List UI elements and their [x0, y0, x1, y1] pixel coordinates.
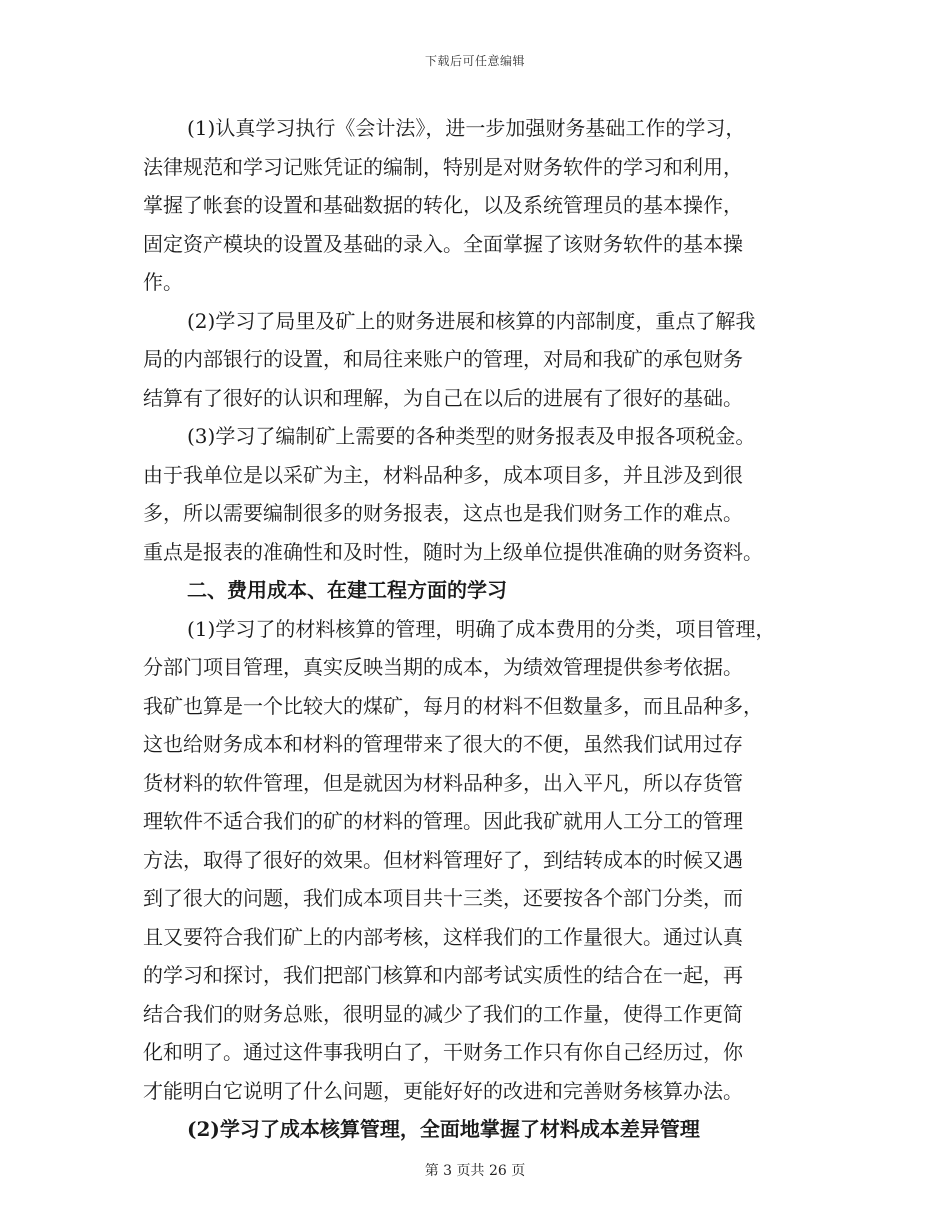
text-line: 这也给财务成本和材料的管理带来了很大的不便，虽然我们试用过存 [143, 732, 743, 756]
document-body [143, 109, 813, 1149]
text-line: 结合我们的财务总账，很明显的减少了我们的工作量，使得工作更简 [143, 1001, 743, 1026]
text-line: 且又要符合我们矿上的内部考核，这样我们的工作量很大。通过认真 [143, 924, 743, 949]
paragraph-3 [143, 417, 813, 571]
text-line: 掌握了帐套的设置和基础数据的转化，以及系统管理员的基本操作， [143, 193, 743, 217]
subsection-heading: (2)学习了成本核算管理，全面地掌握了材料成本差异管理 [187, 1117, 700, 1141]
text-line: 结算有了很好的认识和理解，为自己在以后的进展有了很好的基础。 [143, 385, 743, 410]
text-line: 重点是报表的准确性和及时性，随时为上级单位提供准确的财务资料。 [143, 539, 763, 564]
text-line: 法律规范和学习记账凭证的编制，特别是对财务软件的学习和利用， [143, 154, 743, 179]
text-line: 我矿也算是一个比较大的煤矿，每月的材料不但数量多，而且品种多， [143, 693, 763, 718]
paragraph-2 [143, 302, 813, 418]
text-line: 由于我单位是以采矿为主，材料品种多，成本项目多，并且涉及到很 [143, 462, 743, 487]
text-line: 多，所以需要编制很多的财务报表，这点也是我们财务工作的难点。 [143, 501, 743, 525]
text-line: 作。 [143, 270, 183, 294]
text-line: (2)学习了局里及矿上的财务进展和核算的内部制度，重点了解我 [187, 308, 756, 333]
text-line: (1)认真学习执行《会计法》，进一步加强财务基础工作的学习， [187, 116, 746, 140]
text-line: 分部门项目管理，真实反映当期的成本，为绩效管理提供参考依据。 [143, 655, 743, 679]
text-line: (3)学习了编制矿上需要的各种类型的财务报表及申报各项税金。 [187, 424, 756, 448]
page-footer: 第 3 页共 26 页 [424, 1163, 526, 1179]
text-line: (1)学习了的材料核算的管理，明确了成本费用的分类，项目管理， [187, 616, 776, 641]
text-line: 理软件不适合我们的矿的材料的管理。因此我矿就用人工分工的管理 [143, 809, 743, 833]
paragraph-1 [143, 109, 813, 302]
text-line: 货材料的软件管理，但是就因为材料品种多，出入平凡，所以存货管 [143, 770, 743, 795]
text-line: 固定资产模块的设置及基础的录入。全面掌握了该财务软件的基本操 [143, 231, 743, 256]
text-line: 才能明白它说明了什么问题，更能好好的改进和完善财务核算办法。 [143, 1078, 743, 1103]
page-header: 下载后可任意编辑 [424, 54, 525, 68]
text-line: 化和明了。通过这件事我明白了，干财务工作只有你自己经历过，你 [143, 1040, 743, 1064]
text-line: 局的内部银行的设置，和局往来账户的管理，对局和我矿的承包财务 [143, 347, 743, 371]
text-line: 的学习和探讨，我们把部门核算和内部考试实质性的结合在一起，再 [143, 963, 743, 987]
text-line: 方法，取得了很好的效果。但材料管理好了，到结转成本的时候又遇 [143, 847, 743, 872]
text-line: 到了很大的问题，我们成本项目共十三类，还要按各个部门分类，而 [143, 886, 743, 910]
section-heading: 二、费用成本、在建工程方面的学习 [187, 578, 507, 602]
paragraph-4 [143, 610, 813, 1111]
